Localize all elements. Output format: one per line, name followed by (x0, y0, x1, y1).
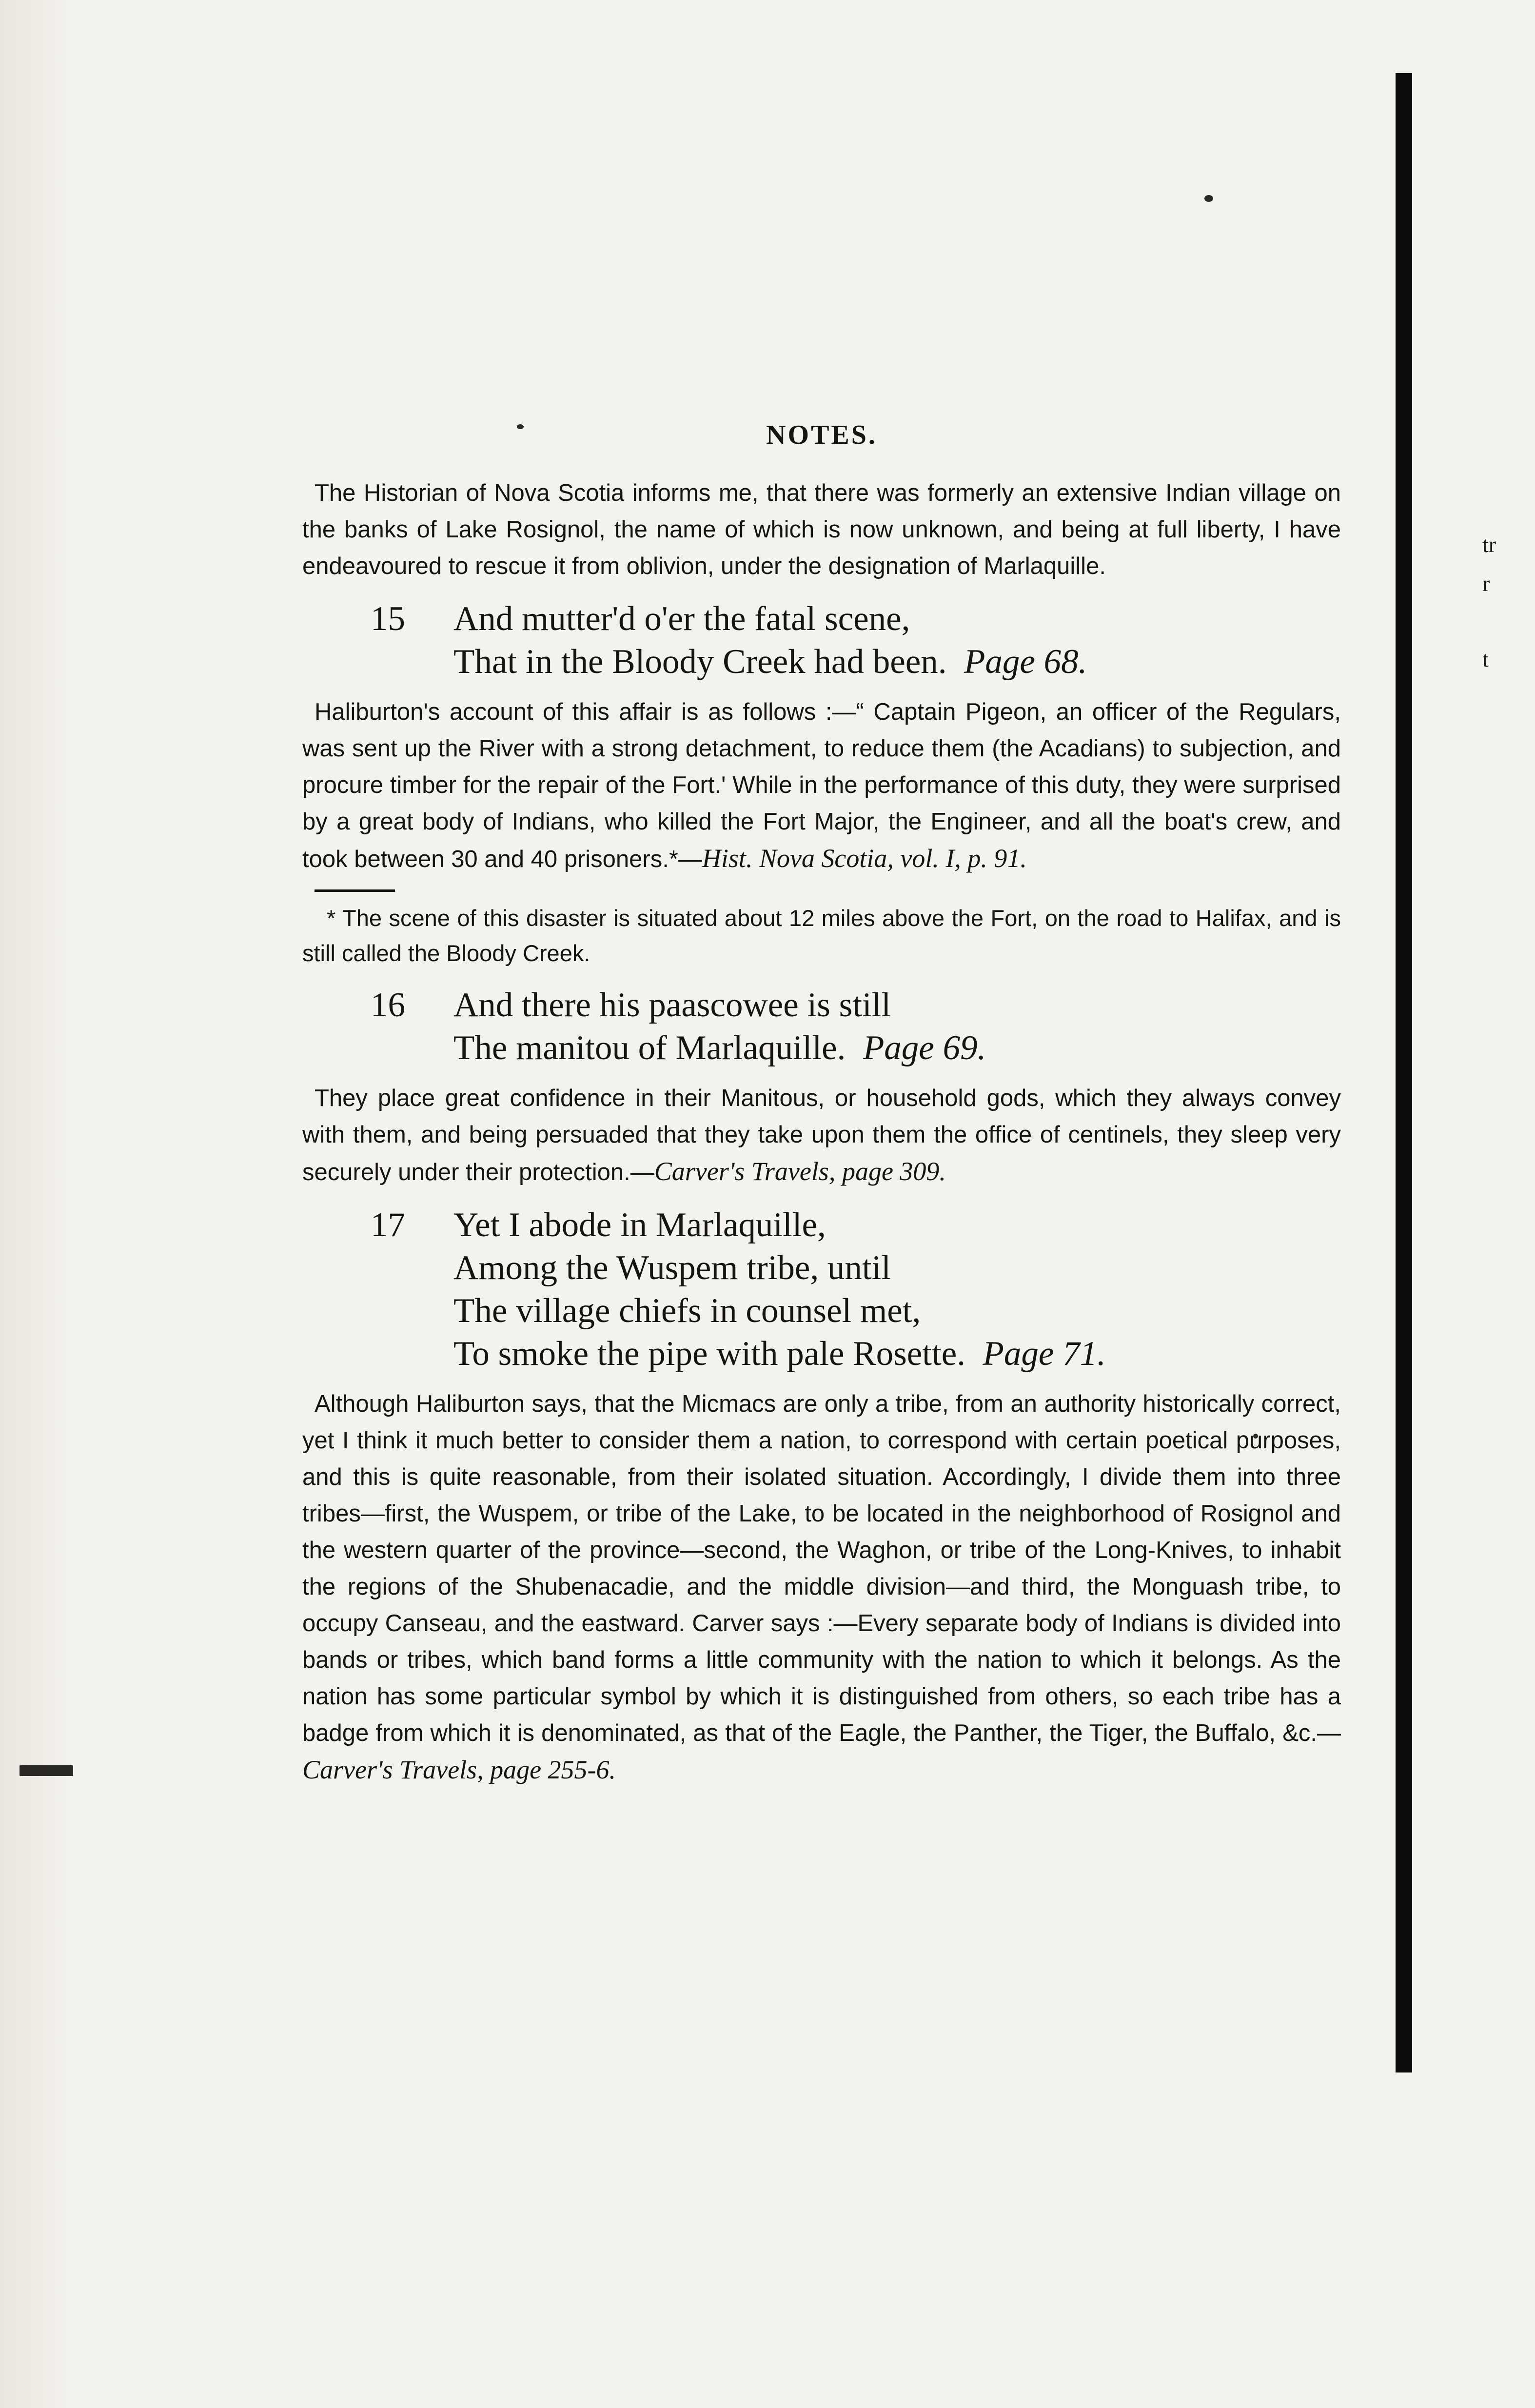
verse-note-17 (302, 1204, 1341, 1375)
margin-fragment: t (1482, 647, 1489, 671)
footnote: * The scene of this disaster is situated about 12 miles above the Fort, on the road to Halifax, and is still called the Bloody Creek. (302, 905, 1341, 966)
page-reference: Page 68. (964, 643, 1087, 681)
verse-note-15 (302, 597, 1341, 683)
ink-speck (20, 1765, 73, 1776)
verse-line: The village chiefs in counsel met, (453, 1292, 921, 1330)
citation: Carver's Travels, (654, 1157, 836, 1186)
verse-line: That in the Bloody Creek had been. Page 68. (453, 643, 1087, 681)
note-17-commentary: Although Haliburton says, that the Micmacs are only a tribe, from an authority historically correct, yet I think it much better to consider them a nation, to correspond with certain poetical purposes, and this is quite reasonable, from their isolated situation. Accordingly, I divide them into three tribes—first, the Wuspem, or tribe of the Lake, to be located in the neighborhood of Rosignol and the western quarter of the province—second, the Waghon, or tribe of the Long-Knives, to inhabit the regions of the Shubenacadie, and the middle division—and third, the Monguash tribe, to occupy Canseau, and the eastward. Carver says :—Every separate body of Indians is divided into bands or tribes, which band forms a little community with the nation to which it belongs. As the nation has some particular symbol by which it is distinguished from others, so each tribe has a badge from which it is denominated, as that of the Eagle, the Panther, the Tiger, the Buffalo, &c.—Carver's Travels, page 255-6. (302, 1391, 1341, 1784)
page-heading: NOTES. (766, 420, 877, 450)
citation-page: page 309. (842, 1157, 946, 1186)
page-reference: Page 71. (983, 1335, 1106, 1373)
note-number: 15 (371, 600, 405, 638)
verse-note-16 (302, 984, 1341, 1069)
verse-line: Among the Wuspem tribe, until (453, 1249, 891, 1287)
citation: Carver's Travels, page 255-6. (302, 1755, 616, 1784)
margin-fragment: tr (1482, 532, 1496, 557)
notes-column (302, 419, 1341, 1789)
ink-speck (1204, 195, 1213, 202)
note-16-commentary: They place great confidence in their Manitous, or household gods, which they always convey with them, and being persuaded that they take upon them the office of centinels, they sleep very securely under their protection.—Carver's Travels, page 309. (302, 1085, 1341, 1186)
note-number: 17 (371, 1206, 405, 1244)
verse-line: To smoke the pipe with pale Rosette. Page 71. (453, 1335, 1106, 1373)
binding-gutter (1396, 73, 1412, 2072)
verse-line: Yet I abode in Marlaquille, (453, 1206, 826, 1244)
page-reference: Page 69. (863, 1029, 986, 1067)
margin-fragment: r (1482, 571, 1490, 596)
footnote-rule (315, 889, 395, 892)
intro-paragraph: The Historian of Nova Scotia informs me, that there was formerly an extensive Indian village on the banks of Lake Rosignol, the name of which is now unknown, and being at full liberty, I have endeavoured to rescue it from oblivion, under the designation of Marlaquille. (302, 480, 1341, 579)
citation: Hist. Nova Scotia, vol. I, p. 91. (702, 844, 1027, 873)
note-number: 16 (371, 986, 405, 1024)
verse-line: And mutter'd o'er the fatal scene, (453, 600, 910, 638)
note-15-commentary: Haliburton's account of this affair is as follows :—“ Captain Pigeon, an officer of the Regulars, was sent up the River with a strong detachment, to reduce them (the Acadians) to subjection, and procure timber for the repair of the Fort.' While in the performance of this duty, they were surprised by a great body of Indians, who killed the Fort Major, the Engineer, and all the boat's crew, and took between 30 and 40 prisoners.*—Hist. Nova Scotia, vol. I, p. 91. (302, 699, 1341, 873)
verse-line: And there his paascowee is still (453, 986, 891, 1024)
verse-line: The manitou of Marlaquille. Page 69. (453, 1029, 986, 1067)
page-edge-shadow (0, 0, 73, 2408)
